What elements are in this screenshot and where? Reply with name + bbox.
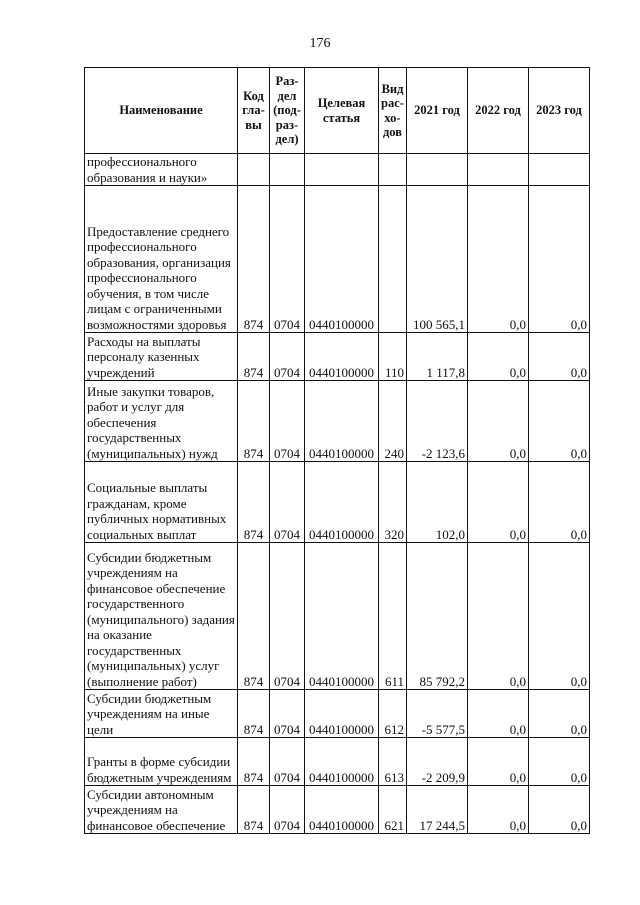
row-2022	[468, 154, 529, 186]
row-expense-type: 110	[379, 333, 407, 381]
header-target: Целевая статья	[305, 68, 379, 154]
row-2023: 0,0	[529, 186, 590, 333]
row-expense-type: 320	[379, 462, 407, 543]
row-2021: -2 123,6	[407, 381, 468, 462]
table-row	[85, 154, 590, 186]
row-2021: -5 577,5	[407, 690, 468, 738]
row-2022: 0,0	[468, 690, 529, 738]
row-name: Гранты в форме субсидии бюджетным учреждениям	[85, 738, 238, 786]
row-name: Субсидии бюджетным учреждениям на финансовое обеспечение государственного (муниципального) задания на оказание государственных (муниципальных) услуг (выполнение работ)	[85, 543, 238, 690]
budget-table	[84, 67, 590, 834]
row-section: 0704	[270, 786, 305, 834]
row-2021	[407, 154, 468, 186]
row-target: 0440100000	[305, 690, 379, 738]
header-2023: 2023 год	[529, 68, 590, 154]
header-name: Наименование	[85, 68, 238, 154]
row-target: 0440100000	[305, 543, 379, 690]
row-2021: -2 209,9	[407, 738, 468, 786]
row-target: 0440100000	[305, 333, 379, 381]
table-row	[85, 786, 590, 834]
table-row	[85, 186, 590, 333]
row-section: 0704	[270, 186, 305, 333]
table-row	[85, 462, 590, 543]
header-2022: 2022 год	[468, 68, 529, 154]
row-2021: 1 117,8	[407, 333, 468, 381]
row-target: 0440100000	[305, 381, 379, 462]
row-section: 0704	[270, 690, 305, 738]
row-expense-type: 621	[379, 786, 407, 834]
row-expense-type: 612	[379, 690, 407, 738]
row-code: 874	[238, 186, 270, 333]
row-expense-type: 240	[379, 381, 407, 462]
header-code: Код гла-вы	[238, 68, 270, 154]
row-2021: 100 565,1	[407, 186, 468, 333]
row-code	[238, 154, 270, 186]
row-2023: 0,0	[529, 381, 590, 462]
table-row	[85, 381, 590, 462]
table-row	[85, 738, 590, 786]
row-target	[305, 154, 379, 186]
row-2022: 0,0	[468, 381, 529, 462]
table-row	[85, 543, 590, 690]
row-2023: 0,0	[529, 333, 590, 381]
row-code: 874	[238, 690, 270, 738]
row-target: 0440100000	[305, 786, 379, 834]
row-2022: 0,0	[468, 462, 529, 543]
header-expense-type: Вид рас-хо-дов	[379, 68, 407, 154]
row-section	[270, 154, 305, 186]
row-2023: 0,0	[529, 690, 590, 738]
row-code: 874	[238, 786, 270, 834]
row-name: Субсидии автономным учреждениям на финансовое обеспечение	[85, 786, 238, 834]
row-target: 0440100000	[305, 186, 379, 333]
row-2022: 0,0	[468, 186, 529, 333]
row-2022: 0,0	[468, 786, 529, 834]
row-2021: 85 792,2	[407, 543, 468, 690]
table-row	[85, 690, 590, 738]
header-row	[85, 68, 590, 154]
header-section: Раз-дел (под-раз-дел)	[270, 68, 305, 154]
row-section: 0704	[270, 738, 305, 786]
row-target: 0440100000	[305, 738, 379, 786]
row-expense-type: 613	[379, 738, 407, 786]
table-body	[85, 154, 590, 834]
row-code: 874	[238, 738, 270, 786]
row-name: Расходы на выплаты персоналу казенных учреждений	[85, 333, 238, 381]
row-2022: 0,0	[468, 738, 529, 786]
row-2023	[529, 154, 590, 186]
row-code: 874	[238, 543, 270, 690]
row-name: Социальные выплаты гражданам, кроме публичных нормативных социальных выплат	[85, 462, 238, 543]
row-2023: 0,0	[529, 462, 590, 543]
header-2021: 2021 год	[407, 68, 468, 154]
row-expense-type	[379, 154, 407, 186]
row-name: профессионального образования и науки»	[85, 154, 238, 186]
row-name: Иные закупки товаров, работ и услуг для обеспечения государственных (муниципальных) нужд	[85, 381, 238, 462]
row-target: 0440100000	[305, 462, 379, 543]
page-number: 176	[309, 36, 331, 51]
row-section: 0704	[270, 333, 305, 381]
row-section: 0704	[270, 543, 305, 690]
row-2022: 0,0	[468, 543, 529, 690]
row-expense-type: 611	[379, 543, 407, 690]
row-2023: 0,0	[529, 543, 590, 690]
row-2022: 0,0	[468, 333, 529, 381]
row-code: 874	[238, 333, 270, 381]
table-row	[85, 333, 590, 381]
row-name: Предоставление среднего профессионального образования, организация профессионального обучения, в том числе лицам с ограниченными возможностями здоровья	[85, 186, 238, 333]
row-expense-type	[379, 186, 407, 333]
row-2023: 0,0	[529, 786, 590, 834]
row-code: 874	[238, 381, 270, 462]
row-2021: 17 244,5	[407, 786, 468, 834]
row-code: 874	[238, 462, 270, 543]
row-section: 0704	[270, 462, 305, 543]
row-2021: 102,0	[407, 462, 468, 543]
row-2023: 0,0	[529, 738, 590, 786]
row-name: Субсидии бюджетным учреждениям на иные цели	[85, 690, 238, 738]
row-section: 0704	[270, 381, 305, 462]
